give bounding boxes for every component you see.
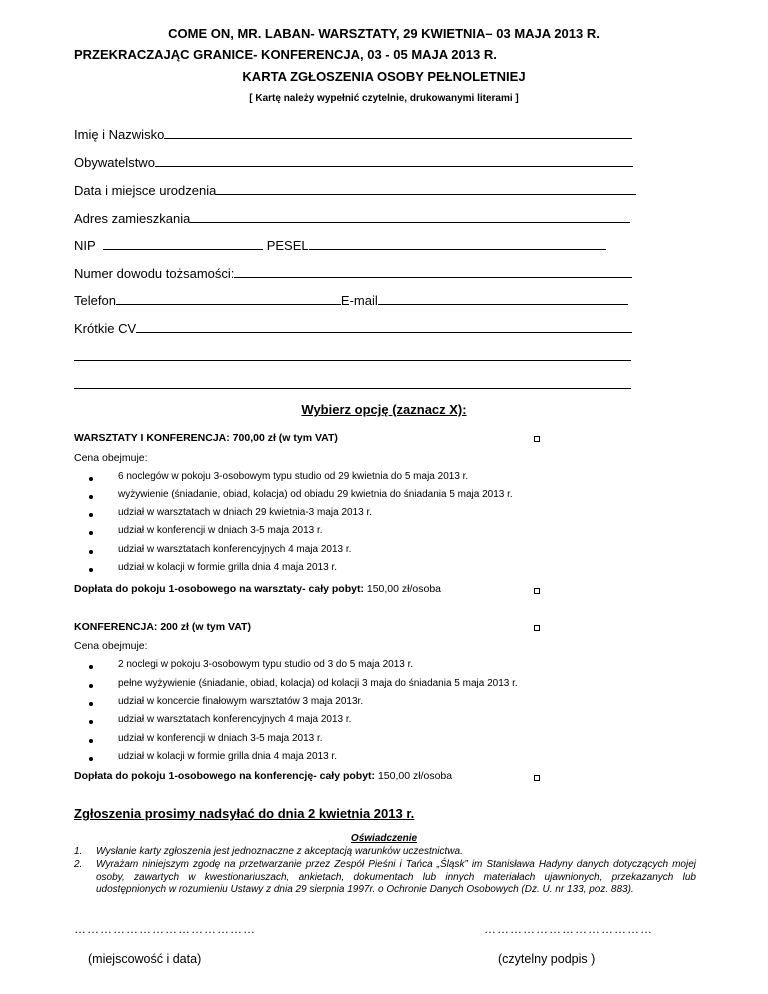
nip-pesel-field[interactable]	[74, 238, 606, 253]
bullet-icon	[89, 513, 93, 517]
signature-label: (czytelny podpis )	[498, 952, 596, 966]
place-date-line[interactable]: ……………………………………	[74, 922, 256, 936]
signature-line[interactable]: …………………………………	[484, 922, 653, 936]
option1-title: WARSZTATY I KONFERENCJA: 700,00 zł (w tym VAT)	[74, 432, 338, 444]
bullet-icon	[89, 757, 93, 761]
option2-title: KONFERENCJA: 200 zł (w tym VAT)	[74, 621, 251, 633]
address-label: Adres zamieszkania	[74, 211, 191, 226]
bullet-icon	[89, 665, 93, 669]
id-number-label: Numer dowodu tożsamości:	[74, 266, 235, 281]
option1-item: wyżywienie (śniadanie, obiad, kolacja) od obiadu 29 kwietnia do śniadania 5 maja 2013 r.	[118, 489, 513, 500]
deadline: Zgłoszenia prosimy nadsyłać do dnia 2 kwietnia 2013 r.	[74, 806, 415, 821]
option1-extra-price: 150,00 zł/osoba	[363, 583, 442, 595]
phone-email-field[interactable]	[74, 293, 628, 308]
option1-item: 6 noclegów w pokoju 3-osobowym typu studio od 29 kwietnia do 5 maja 2013 r.	[118, 471, 469, 482]
cv-line-2[interactable]	[74, 359, 631, 361]
option2-item: udział w konferencji w dniach 3-5 maja 2013 r.	[118, 733, 323, 744]
option1-item: udział w warsztatach konferencyjnych 4 maja 2013 r.	[118, 544, 352, 555]
option2-extra-label: Dopłata do pokoju 1-osobowego na konferencję- cały pobyt:	[74, 770, 376, 782]
bullet-icon	[89, 550, 93, 554]
option1-item: udział w warsztatach w dniach 29 kwietnia-3 maja 2013 r.	[118, 507, 373, 518]
id-number-field[interactable]	[74, 266, 632, 281]
option1-item: udział w kolacji w formie grilla dnia 4 maja 2013 r.	[118, 562, 337, 573]
pesel-label: PESEL	[266, 238, 309, 253]
bullet-icon	[89, 684, 93, 688]
citizenship-label: Obywatelstwo	[74, 155, 155, 170]
form-note: [ Kartę należy wypełnić czytelnie, drukowanymi literami ]	[249, 93, 519, 104]
option1-extra-checkbox[interactable]	[534, 588, 540, 594]
bullet-icon	[89, 531, 93, 535]
option2-extra-checkbox[interactable]	[534, 775, 540, 781]
citizenship-field[interactable]	[74, 155, 633, 170]
option2-includes: Cena obejmuje:	[74, 640, 148, 652]
declaration-item-2: Wyrażam niniejszym zgodę na przetwarzanie przez Zespół Pieśni i Tańca „Śląsk” im Stanisława Hadyny danych dotyczących mojej osoby, zawartych w kwestionariuszach, ankietach, dokumentach lub innych materiałach ujawnionych, przekazanych lub udostępnionych w rozumieniu Ustawy z dnia 29 sierpnia 1997r. o Ochronie Danych Osobowych (Dz. U. nr 133, poz. 883).	[96, 859, 696, 895]
bullet-icon	[89, 477, 93, 481]
declaration-num-1: 1.	[74, 846, 83, 857]
option2-item: 2 noclegi w pokoju 3-osobowym typu studio od 3 do 5 maja 2013 r.	[118, 659, 414, 670]
declaration-item-1: Wysłanie karty zgłoszenia jest jednoznaczne z akceptacją warunków uczestnictwa.	[96, 846, 463, 857]
option2-checkbox[interactable]	[534, 625, 540, 631]
cv-field[interactable]	[74, 321, 632, 336]
form-title: KARTA ZGŁOSZENIA OSOBY PEŁNOLETNIEJ	[242, 69, 526, 84]
option2-item: udział w kolacji w formie grilla dnia 4 maja 2013 r.	[118, 751, 337, 762]
bullet-icon	[89, 739, 93, 743]
name-field[interactable]	[74, 127, 632, 142]
option1-item: udział w konferencji w dniach 3-5 maja 2013 r.	[118, 525, 323, 536]
option1-extra-label: Dopłata do pokoju 1-osobowego na warsztaty- cały pobyt:	[74, 583, 364, 595]
place-date-label: (miejscowość i data)	[88, 952, 202, 966]
nip-label: NIP	[74, 238, 96, 253]
address-field[interactable]	[74, 211, 630, 226]
birth-label: Data i miejsce urodzenia	[74, 183, 217, 198]
cv-label: Krótkie CV	[74, 321, 137, 336]
header-line-1: COME ON, MR. LABAN- WARSZTATY, 29 KWIETNIA– 03 MAJA 2013 R.	[168, 26, 600, 41]
birth-field[interactable]	[74, 183, 636, 198]
bullet-icon	[89, 568, 93, 572]
bullet-icon	[89, 495, 93, 499]
name-label: Imię i Nazwisko	[74, 127, 165, 142]
option1-checkbox[interactable]	[534, 436, 540, 442]
option2-item: udział w koncercie finałowym warsztatów 3 maja 2013r.	[118, 696, 364, 707]
option2-extra	[74, 770, 452, 782]
header-line-2: PRZEKRACZAJĄC GRANICE- KONFERENCJA, 03 - 05 MAJA 2013 R.	[74, 47, 497, 62]
option2-item: udział w warsztatach konferencyjnych 4 maja 2013 r.	[118, 714, 352, 725]
bullet-icon	[89, 720, 93, 724]
options-title: Wybierz opcję (zaznacz X):	[301, 402, 467, 417]
option1-includes: Cena obejmuje:	[74, 452, 148, 464]
option1-extra	[74, 583, 441, 595]
phone-label: Telefon	[74, 293, 116, 308]
bullet-icon	[89, 702, 93, 706]
cv-line-3[interactable]	[74, 387, 631, 389]
option2-extra-price: 150,00 zł/osoba	[375, 770, 453, 782]
declaration-title: Oświadczenie	[350, 833, 418, 844]
declaration-num-2: 2.	[74, 859, 83, 870]
option2-item: pełne wyżywienie (śniadanie, obiad, kolacja) od kolacji 3 maja do śniadania 5 maja 2013 r.	[118, 678, 518, 689]
email-label: E-mail	[340, 293, 378, 308]
